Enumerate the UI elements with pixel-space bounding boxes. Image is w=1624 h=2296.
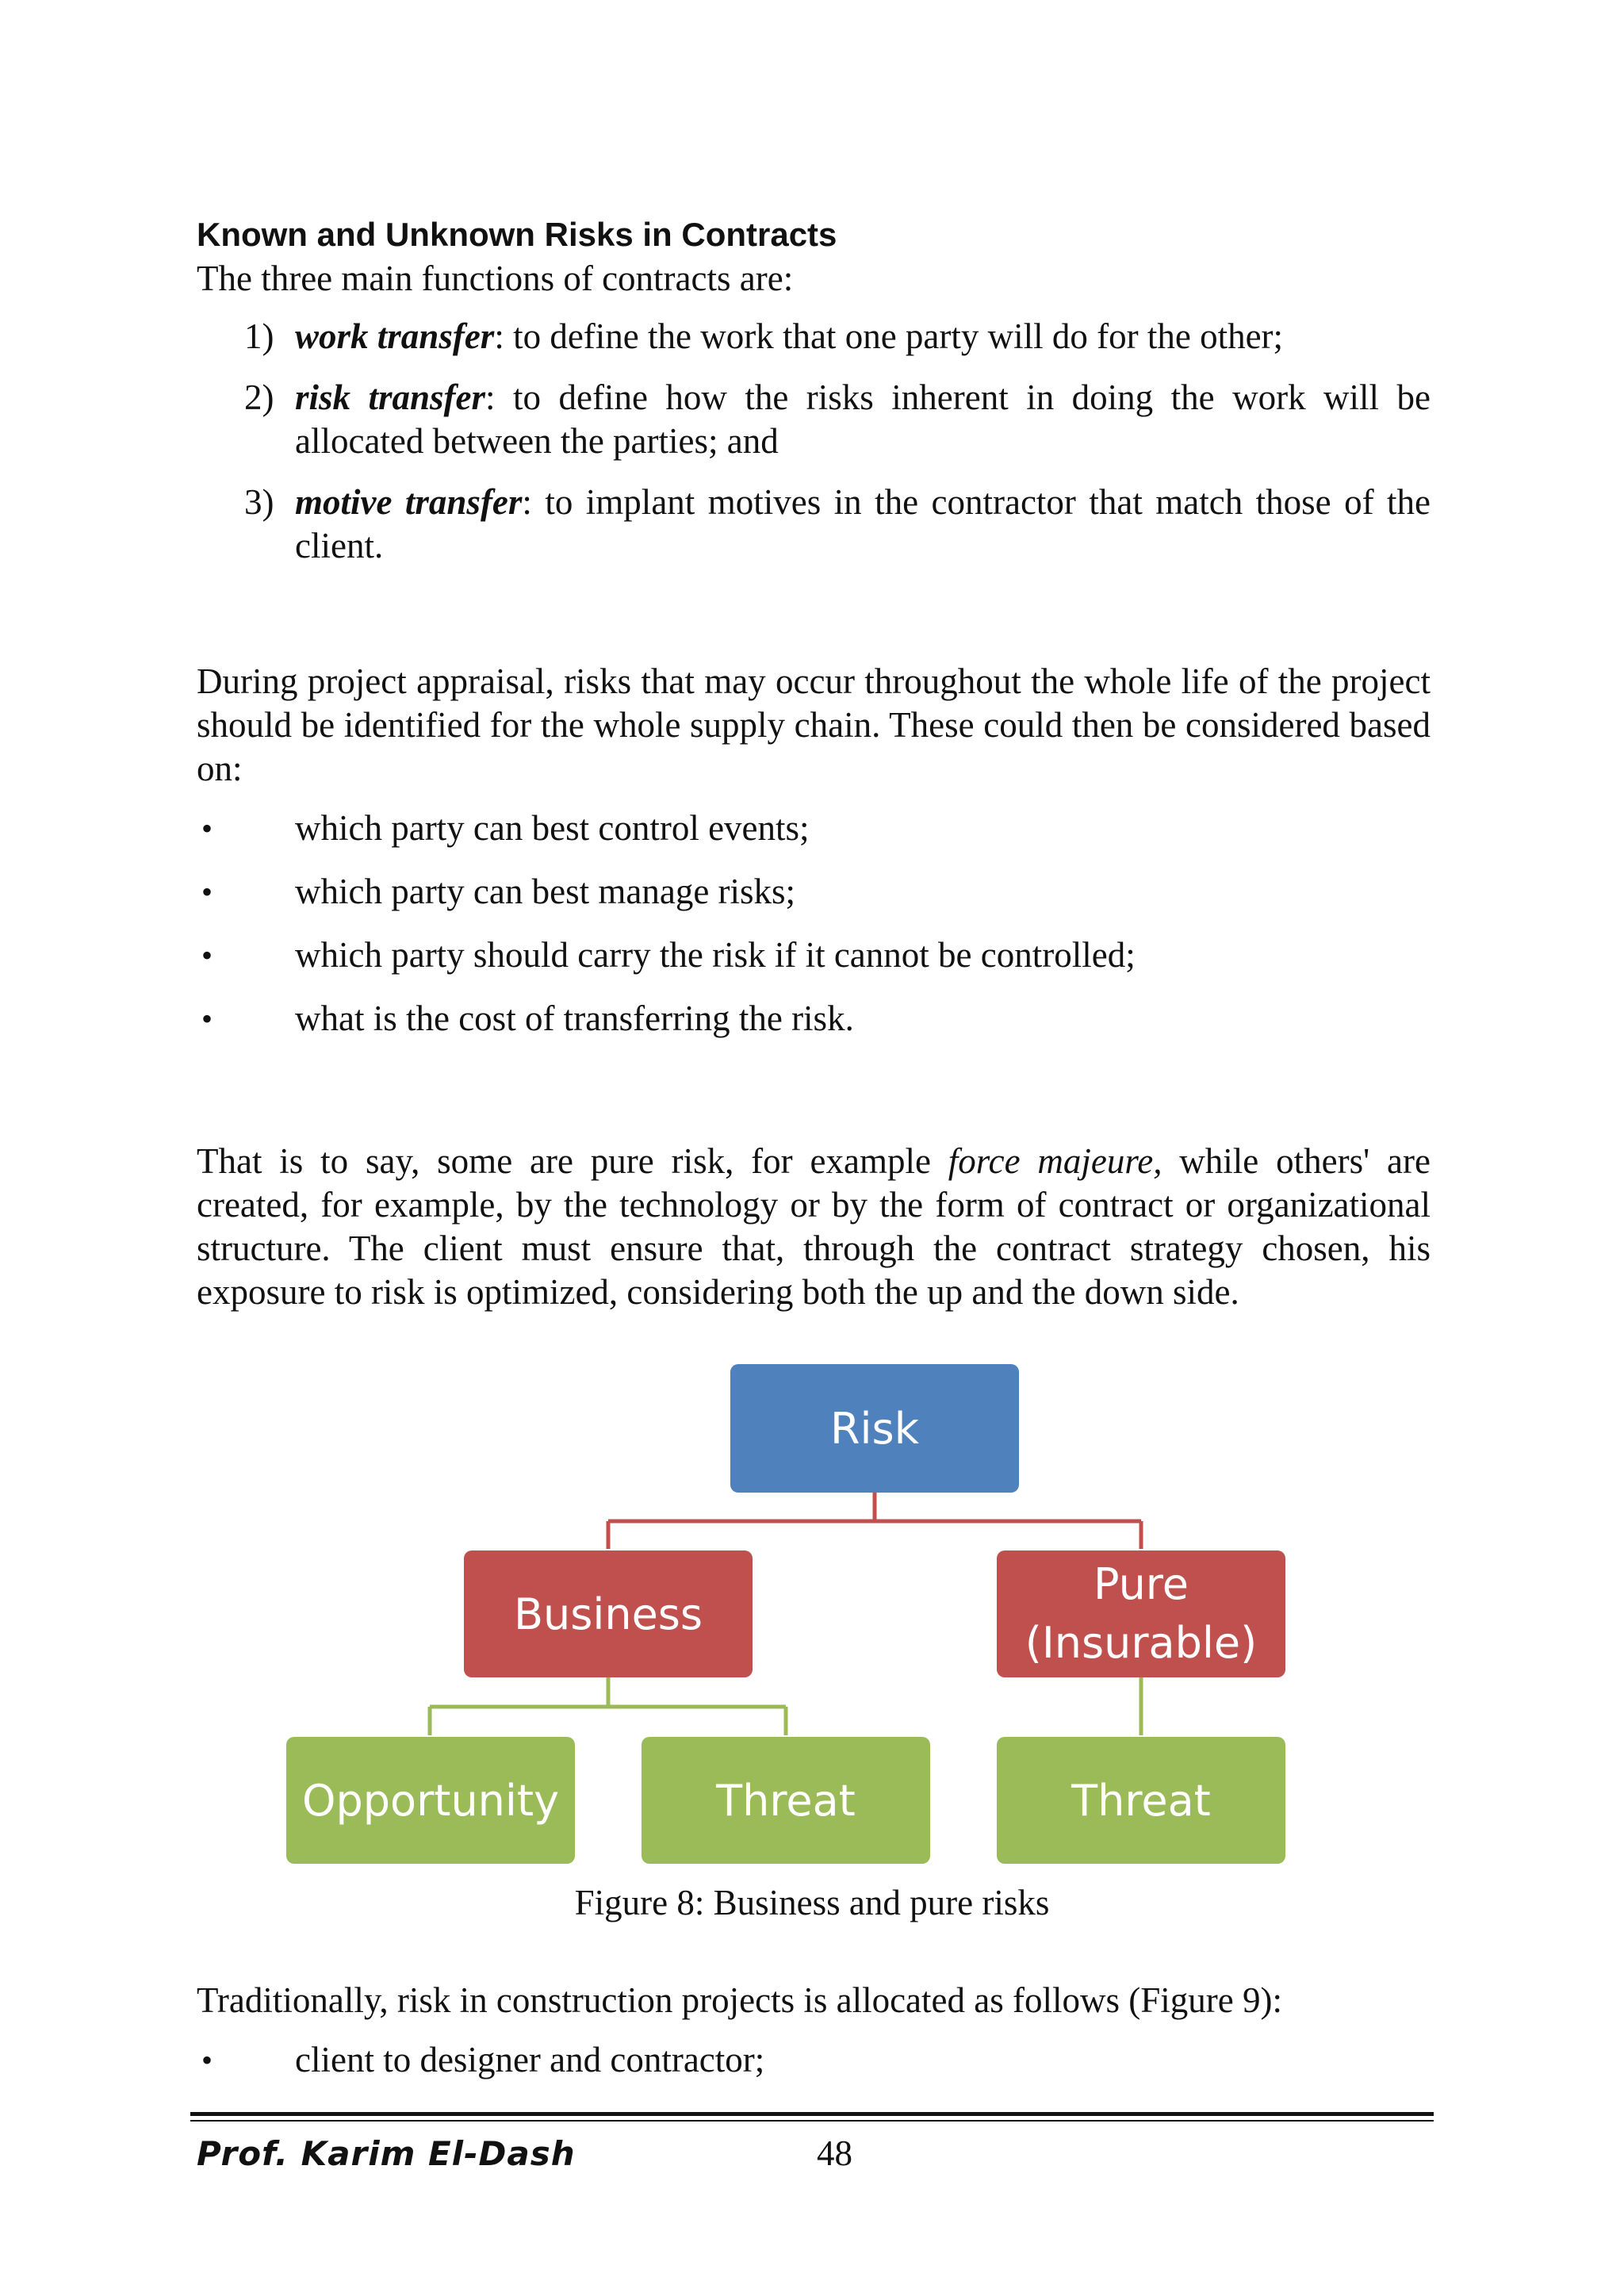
- risk-node: Risk: [730, 1364, 1019, 1493]
- function-term: motive transfer: [295, 482, 523, 522]
- bullet-icon: •: [201, 937, 213, 973]
- bullet-icon: •: [201, 811, 213, 846]
- list-item: • which party can best control events;: [197, 807, 1431, 850]
- intro-text: The three main functions of contracts are:: [197, 259, 794, 298]
- bullet-icon: •: [201, 874, 213, 910]
- function-term: risk transfer: [295, 378, 486, 417]
- list-item: • which party should carry the risk if it cannot be controlled;: [197, 933, 1431, 977]
- business-threat-node: Threat: [642, 1737, 930, 1864]
- traditional-paragraph: Traditionally, risk in construction projects is allocated as follows (Figure 9):: [197, 1980, 1282, 2020]
- item-number: 3): [244, 482, 274, 522]
- risk-paragraph: That is to say, some are pure risk, for example force majeure, while others' are created, for example, by the technology or by the form of contract or organizational structure. The client must ensure that, through the contract strategy chosen, his exposure to risk is optimized, considering both the up and the down side.: [197, 1141, 1431, 1312]
- item-number: 2): [244, 378, 274, 417]
- connector-business: [430, 1677, 786, 1735]
- page-number: 48: [817, 2133, 852, 2173]
- footer-rule: [190, 2112, 1434, 2116]
- function-term: work transfer: [295, 316, 495, 356]
- section-heading: Known and Unknown Risks in Contracts: [197, 216, 837, 253]
- figure-caption: Figure 8: Business and pure risks: [574, 1883, 1050, 1922]
- footer-rule-thin: [190, 2120, 1434, 2122]
- item-number: 1): [244, 316, 274, 356]
- opportunity-node: Opportunity: [286, 1737, 575, 1864]
- footer-author: Prof. Karim El-Dash: [197, 2134, 576, 2173]
- list-item: • which party can best manage risks;: [197, 870, 1431, 914]
- bullet-icon: •: [201, 1001, 213, 1037]
- function-item: [197, 481, 1431, 568]
- page-content: [197, 213, 1431, 1314]
- bullet-icon: •: [201, 2042, 213, 2078]
- function-item: [197, 315, 1431, 358]
- traditional-section: [197, 1979, 1431, 2102]
- function-item: [197, 376, 1431, 463]
- appraisal-paragraph: During project appraisal, risks that may occur throughout the whole life of the project should be identified for the whole supply chain. These could then be considered based on:: [197, 661, 1431, 788]
- function-text: : to define how the risks inherent in doing the work will be allocated between the parties; and: [295, 378, 1431, 461]
- functions-list: [197, 315, 1431, 568]
- list-item: • client to designer and contractor;: [197, 2038, 1431, 2082]
- considerations-list: [197, 807, 1431, 1041]
- connector-root: [608, 1493, 1141, 1549]
- italic-term: force majeure,: [948, 1141, 1162, 1181]
- function-text: : to implant motives in the contractor that match those of the client.: [295, 482, 1431, 565]
- risk-hierarchy-diagram: [0, 1356, 1624, 1872]
- function-text: : to define the work that one party will do for the other;: [494, 316, 1284, 356]
- pure-node: Pure (Insurable): [997, 1550, 1285, 1677]
- pure-threat-node: Threat: [997, 1737, 1285, 1864]
- business-node: Business: [464, 1550, 753, 1677]
- list-item: • what is the cost of transferring the risk.: [197, 997, 1431, 1041]
- traditional-list: [197, 2038, 1431, 2082]
